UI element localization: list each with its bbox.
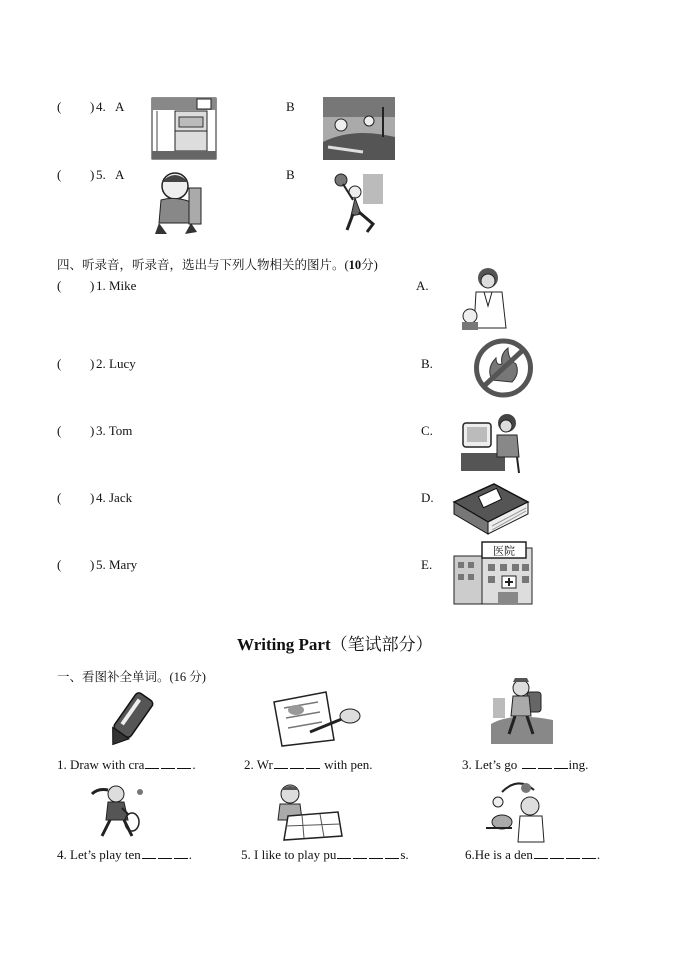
person-label-mary: 5. Mary <box>96 557 138 572</box>
person-label-lucy: 2. Lucy <box>96 356 136 371</box>
option-a-label: A <box>115 167 125 182</box>
paren-close: ) <box>90 490 95 505</box>
question-4 <box>57 847 192 863</box>
paren-close: ) <box>90 99 95 114</box>
book-picture <box>450 480 531 537</box>
paren-open: ( <box>57 557 62 572</box>
blank[interactable] <box>353 857 367 859</box>
crayon-picture <box>104 688 156 752</box>
paren-close: ) <box>90 278 95 293</box>
option-b-label: B <box>286 167 295 182</box>
question-2-end: with pen. <box>320 757 373 772</box>
blank[interactable] <box>177 767 191 769</box>
blank[interactable] <box>306 767 320 769</box>
question-6 <box>465 847 600 863</box>
blank[interactable] <box>385 857 399 859</box>
question-1-text: 1. Draw with cra <box>57 757 145 772</box>
hiking-picture <box>491 674 553 744</box>
computer-user-picture <box>459 409 523 473</box>
doctor-picture <box>460 266 509 330</box>
question-1 <box>57 757 196 773</box>
paren-open: ( <box>57 423 62 438</box>
dentist-picture <box>482 776 554 844</box>
blank[interactable] <box>290 767 304 769</box>
blank[interactable] <box>582 857 596 859</box>
option-letter-d: D. <box>421 490 434 505</box>
question-6-text: 6.He is a den <box>465 847 533 862</box>
section-4-score: 10 <box>348 258 362 272</box>
question-4-end: . <box>188 847 193 862</box>
blank[interactable] <box>274 767 288 769</box>
option-letter-e: E. <box>421 557 433 572</box>
paren-open: ( <box>57 356 62 371</box>
tennis-picture <box>88 780 148 842</box>
question-6-end: . <box>596 847 601 862</box>
question-5 <box>241 847 409 863</box>
paren-open: ( <box>57 278 62 293</box>
question-3-end: ing. <box>568 757 589 772</box>
person-label-jack: 4. Jack <box>96 490 133 505</box>
writing-section-1-heading: 一、看图补全单词。(16 分) <box>57 670 206 684</box>
hospital-picture <box>452 540 534 606</box>
blank[interactable] <box>142 857 156 859</box>
paren-close: ) <box>90 356 95 371</box>
hospital-sign-text: 医院 <box>493 544 515 558</box>
paren-close: ) <box>90 423 95 438</box>
question-number: 5. <box>96 167 106 182</box>
option-b-label: B <box>286 99 295 114</box>
option-letter-c: C. <box>421 423 433 438</box>
blank[interactable] <box>534 857 548 859</box>
person-label-mike: 1. Mike <box>96 278 137 293</box>
paren-close: ) <box>90 167 95 182</box>
park-picture <box>323 97 395 160</box>
no-fire-sign-icon <box>472 338 535 398</box>
writing-title-en: Writing Part <box>237 635 331 654</box>
question-1-end: . <box>192 757 196 772</box>
basketball-picture <box>333 172 383 236</box>
paren-open: ( <box>57 99 62 114</box>
section-4-heading-post: 分) <box>361 258 378 272</box>
blank[interactable] <box>369 857 383 859</box>
blank[interactable] <box>550 857 564 859</box>
blank[interactable] <box>522 767 536 769</box>
blank[interactable] <box>337 857 351 859</box>
paren-open: ( <box>57 167 62 182</box>
question-2 <box>244 757 372 773</box>
blank[interactable] <box>161 767 175 769</box>
option-letter-b: B. <box>421 356 433 371</box>
section-4-heading <box>57 255 378 273</box>
blank[interactable] <box>158 857 172 859</box>
blank[interactable] <box>538 767 552 769</box>
blank[interactable] <box>174 857 188 859</box>
question-5-end: s. <box>400 847 409 862</box>
blank[interactable] <box>566 857 580 859</box>
paren-close: ) <box>90 557 95 572</box>
blank[interactable] <box>554 767 568 769</box>
boy-sitting-picture <box>151 168 203 237</box>
write-picture <box>270 688 362 748</box>
section-4-heading-pre: 四、听录音，听录音，选出与下列人物相关的图片。( <box>57 258 349 272</box>
writing-title-cn: （笔试部分） <box>330 635 433 654</box>
option-a-label: A <box>115 99 125 114</box>
person-label-tom: 3. Tom <box>96 423 133 438</box>
puzzle-picture <box>268 780 344 842</box>
question-number: 4. <box>96 99 106 114</box>
question-3 <box>462 757 588 773</box>
paren-open: ( <box>57 490 62 505</box>
question-4-text: 4. Let’s play ten <box>57 847 141 862</box>
question-2-text: 2. Wr <box>244 757 273 772</box>
writing-part-title <box>237 630 433 655</box>
question-3-text: 3. Let’s go <box>462 757 521 772</box>
kitchen-picture <box>151 97 217 160</box>
option-letter-a: A. <box>416 278 429 293</box>
question-5-text: 5. I like to play pu <box>241 847 337 862</box>
blank[interactable] <box>145 767 159 769</box>
